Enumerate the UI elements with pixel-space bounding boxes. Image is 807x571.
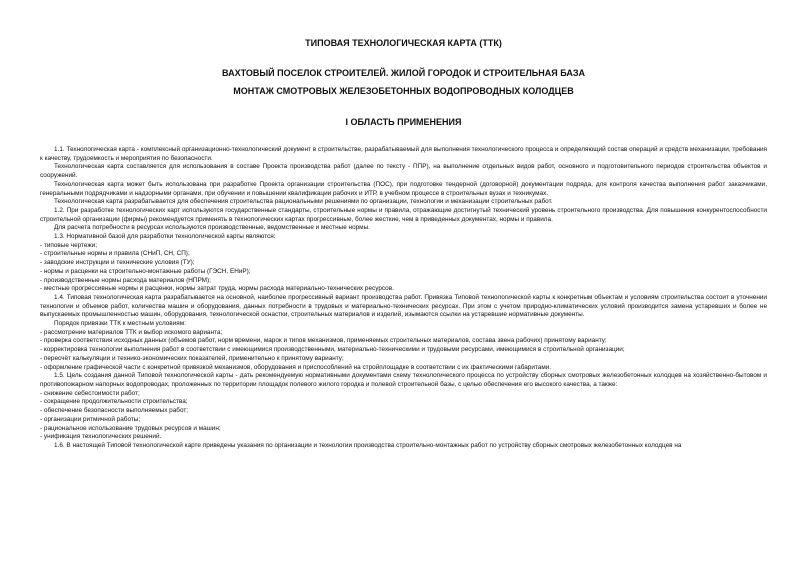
list-item: - рациональное использование трудовых ресурсов и машин; [40,424,221,432]
paragraph: Для расчета потребности в ресурсах используются производственные, ведомственные и местные нормы. [54,224,370,232]
paragraph: Технологическая карта составляется для использования в составе Проекта производства работ (далее по тексту - ППР), на выполнение отдельных видов работ, основного и подготовительного периодов строительства объектов и сооружений. [40,163,767,180]
document-title: ТИПОВАЯ ТЕХНОЛОГИЧЕСКАЯ КАРТА (ТТК) [305,38,502,48]
list-item: - организации ритмичной работы; [40,415,141,423]
list-item: - корректировка технологии выполнения работ в соответствии с имеющимися производственными, материально-техническими и трудовыми ресурсами, имеющимися в строительной организации; [40,346,625,354]
paragraph: 1.4. Типовая технологическая карта разрабатывается на основной, наиболее прогрессивный вариант производства работ. Привязка Типовой технологической карты к конкретным объектам и условиям строительства состоит в уточнении технологии и объемов работ, количества машин и оборудования, данных потребности в трудовых и материально-технических ресурсах. При этом с учетом природно-климатических условий производится замена устаревших и более не выпускаемых промышленностью машин, оборудования, технологической оснастки, строительных материалов и изделий, изымаются ссылки на устаревшие нормативные документы. [40,293,767,319]
paragraph: Технологическая карта может быть использована при разработке Проекта организации строительства (ПОС), при подготовке тендерной (договорной) документации подряда, для контроля качества выполнения работ заказчиками, генеральными подрядчиками и надзорными органами, при обучении и повышении квалификации рабочих и ИТР, в учебном процессе в строительных вузах и техникумах. [40,180,767,197]
list-item: - заводские инструкции и технические условия (ТУ); [40,259,195,267]
paragraph: 1.3. Нормативной базой для разработки технологической карты являются: [54,233,276,241]
list-item: - пересчёт калькуляции и технико-экономических показателей, применительно к принятому варианту; [40,354,344,362]
paragraph: 1.2. При разработке технологических карт используются государственные стандарты, строительные нормы и правила, отражающие достигнутый технический уровень строительного производства. Для повышения конкурентоспособности строительной организации (фирмы) рекомендуется применять в технологических картах прогрессивные, более жесткие, чем в приведенных документах, нормы и правила. [40,206,767,223]
paragraph: Технологическая карта разрабатывается для обеспечения строительства рациональными решениями по организации, технологии и механизации строительных работ. [54,198,553,206]
list-item: - обеспечение безопасности выполняемых работ; [40,407,189,415]
document-subtitle-settlement: ВАХТОВЫЙ ПОСЕЛОК СТРОИТЕЛЕЙ. ЖИЛОЙ ГОРОДОК И СТРОИТЕЛЬНАЯ БАЗА [222,68,585,78]
list-item: - типовые чертежи; [40,241,97,249]
paragraph: 1.1. Технологическая карта - комплексный организационно-технологический документ в строительстве, разрабатываемый для выполнения технологического процесса и определяющий состав операций и средств механизации, требования к качеству, трудоемкость и мероприятия по безопасности. [40,146,767,162]
list-item: - производственные нормы расхода материалов (НПРМ); [40,276,211,284]
list-item: - проверка соответствия исходных данных (объемов работ, норм времени, марок и типов механизмов, применяемых строительных материалов, состава звена рабочих) принятому варианту; [40,337,607,345]
list-item: - нормы и расценки на строительно-монтажные работы (ГЭСН, ЕНиР); [40,267,251,275]
document-subtitle-wells: МОНТАЖ СМОТРОВЫХ ЖЕЛЕЗОБЕТОННЫХ ВОДОПРОВОДНЫХ КОЛОДЦЕВ [233,86,574,96]
list-item: - местные прогрессивные нормы и расценки, нормы затрат труда, нормы расхода материально-технических ресурсов. [40,285,394,293]
list-item: - строительные нормы и правила (СНиП, СН, СП); [40,250,190,258]
paragraph: 1.5. Цель создания данной Типовой технологической карты - дать рекомендуемую нормативными документами схему технологического процесса по устройству сборных смотровых железобетонных колодцев на хозяйственно-бытовом и противопожарном напорных водопроводах, проложенных по территории площадок полевого жилого городка и полевой строительной базы, с целью обеспечения его высокого качества, а также: [40,372,767,388]
list-item: - снижение себестоимости работ; [40,389,140,397]
paragraph: 1.6. В настоящей Типовой технологической карте приведены указания по организации и технологии производства строительно-монтажных работ по устройству сборных смотровых железобетонных колодцев на [54,441,682,449]
list-item: - унификация технологических решений. [40,433,162,441]
paragraph: Порядок привязки ТТК к местным условиям: [54,320,186,328]
section-heading: I ОБЛАСТЬ ПРИМЕНЕНИЯ [345,117,462,127]
document-body [40,146,767,451]
list-item: - оформление графической части с конкретной привязкой механизмов, оборудования и приспособлений на стройплощадке в соответствии с их фактическими габаритами. [40,363,552,371]
list-item: - рассмотрение материалов ТТК и выбор искомого варианта; [40,328,223,336]
list-item: - сокращение продолжительности строительства; [40,398,188,406]
